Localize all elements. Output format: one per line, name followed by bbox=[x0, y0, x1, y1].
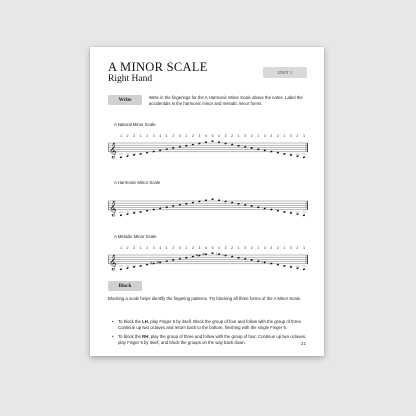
note-head bbox=[303, 268, 306, 270]
note-head bbox=[290, 266, 293, 268]
fingering-number: 2 bbox=[146, 134, 149, 138]
fingering-number: 1 bbox=[185, 246, 188, 250]
note-head bbox=[283, 265, 286, 267]
note-head bbox=[185, 203, 188, 205]
fingering-number: 1 bbox=[139, 134, 142, 138]
note-head bbox=[120, 268, 123, 270]
harmonic-minor-label: A Harmonic Minor Scale bbox=[114, 180, 161, 185]
note-head bbox=[231, 143, 234, 145]
note-head bbox=[198, 142, 201, 144]
fingering-number: 3 bbox=[178, 246, 181, 250]
note-head bbox=[165, 206, 168, 208]
accidental: ♮ bbox=[222, 253, 224, 258]
note-head bbox=[237, 203, 240, 205]
note-head bbox=[126, 267, 129, 269]
fingering-number: 2 bbox=[296, 134, 299, 138]
fingering-number: 1 bbox=[139, 246, 142, 250]
fingering-number: 2 bbox=[172, 134, 175, 138]
treble-clef-icon: 𝄞 bbox=[109, 201, 117, 217]
fingering-number: 3 bbox=[290, 134, 292, 138]
fingering-number: 2 bbox=[146, 246, 149, 250]
staff-lines bbox=[108, 143, 308, 152]
note-head bbox=[126, 155, 129, 157]
note-head bbox=[303, 156, 306, 158]
melodic-minor-label: A Melodic Minor Scale bbox=[114, 234, 157, 239]
hand-label: LH bbox=[142, 319, 148, 324]
fingering-number: 1 bbox=[165, 134, 168, 138]
note-head bbox=[270, 262, 273, 264]
note-head bbox=[192, 143, 195, 145]
note-head bbox=[231, 201, 234, 203]
treble-clef-icon: 𝄞 bbox=[109, 255, 117, 271]
fingering-number: 1 bbox=[283, 134, 286, 138]
fingering-number: 3 bbox=[244, 134, 247, 138]
fingering-number: 3 bbox=[178, 134, 181, 138]
bullet-text: To block the bbox=[118, 319, 143, 324]
fingering-number: 1 bbox=[237, 246, 240, 250]
note-head bbox=[244, 204, 247, 206]
fingering-number: 4 bbox=[159, 134, 162, 138]
note-head bbox=[211, 198, 214, 200]
note-head bbox=[231, 255, 234, 257]
note-head bbox=[257, 260, 260, 262]
block-intro: Blocking a scale helps identify the fingering patterns. Try blocking all three forms of the A Minor Scale. bbox=[108, 296, 302, 301]
natural-minor-staff bbox=[108, 131, 308, 165]
fingering-number: 2 bbox=[172, 246, 175, 250]
note-head bbox=[296, 267, 299, 269]
fingering-number: 3 bbox=[270, 246, 273, 250]
fingering-number: 2 bbox=[191, 246, 194, 250]
fingering-number: 3 bbox=[244, 246, 247, 250]
note-head bbox=[126, 213, 129, 215]
fingering-number: 3 bbox=[224, 246, 227, 250]
note-head bbox=[237, 145, 240, 147]
fingering-number: 4 bbox=[205, 134, 207, 138]
note-head bbox=[120, 214, 123, 216]
accidental: # bbox=[156, 260, 160, 265]
accidental: ♮ bbox=[261, 260, 264, 265]
note-head bbox=[139, 265, 142, 267]
note-head bbox=[290, 212, 293, 214]
block-rh-instruction bbox=[112, 334, 308, 346]
fingering-number: 2 bbox=[276, 246, 279, 250]
fingering-number: 1 bbox=[120, 246, 122, 250]
fingering-number: 4 bbox=[218, 246, 220, 250]
note-head bbox=[224, 142, 227, 144]
page-number: 21 bbox=[301, 341, 307, 346]
staff-lines bbox=[108, 255, 308, 264]
accidental: # bbox=[202, 252, 206, 257]
note-head bbox=[244, 146, 247, 148]
block-lh-instruction bbox=[112, 319, 308, 331]
note-head bbox=[283, 211, 286, 213]
fingering-number: 1 bbox=[257, 134, 260, 138]
fingering-number: 1 bbox=[283, 246, 286, 250]
fingering-number: 4 bbox=[263, 134, 266, 138]
fingering-number: 2 bbox=[231, 134, 234, 138]
note-head bbox=[133, 266, 136, 268]
accidental: ♮ bbox=[215, 252, 218, 257]
note-head bbox=[139, 153, 142, 155]
note-head bbox=[133, 154, 136, 156]
accidental: ♮ bbox=[268, 261, 270, 266]
fingering-number: 1 bbox=[303, 246, 305, 250]
note-head bbox=[185, 257, 188, 259]
note-head bbox=[178, 204, 181, 206]
note-head bbox=[296, 155, 299, 157]
note-head bbox=[192, 255, 195, 257]
bullet-text: , play the group of three and follow with the group of four. Continue up two octaves, play Finger 5 by itself, and block the groups on the way back down. bbox=[118, 333, 307, 345]
fingering-number: 3 bbox=[290, 246, 292, 250]
page-subtitle: Right Hand bbox=[108, 74, 153, 84]
melodic-minor-staff bbox=[108, 243, 308, 277]
note-head bbox=[165, 148, 168, 150]
fingering-number: 4 bbox=[205, 246, 207, 250]
note-head bbox=[257, 206, 260, 208]
note-head bbox=[244, 258, 247, 260]
fingering-number: 3 bbox=[198, 246, 201, 250]
fingering-number: 1 bbox=[120, 134, 122, 138]
note-head bbox=[303, 214, 306, 216]
fingering-number: 4 bbox=[159, 246, 162, 250]
note-head bbox=[133, 212, 136, 214]
note-head bbox=[283, 153, 286, 155]
page-title: A MINOR SCALE bbox=[108, 60, 208, 74]
fingering-number: 5 bbox=[211, 134, 214, 138]
fingering-number: 1 bbox=[165, 246, 168, 250]
note-head bbox=[270, 208, 273, 210]
note-head bbox=[296, 213, 299, 215]
fingering-number: 2 bbox=[250, 246, 253, 250]
fingering-number: 3 bbox=[133, 246, 135, 250]
note-head bbox=[152, 208, 155, 210]
note-head bbox=[211, 252, 214, 254]
note-head bbox=[270, 150, 273, 152]
staff-lines bbox=[108, 201, 308, 210]
note-head bbox=[224, 200, 227, 202]
workbook-page bbox=[90, 47, 324, 356]
note-head bbox=[120, 156, 123, 158]
note-head bbox=[257, 148, 260, 150]
note-head bbox=[237, 257, 240, 259]
accidental: # bbox=[149, 261, 153, 266]
fingering-number: 2 bbox=[126, 246, 129, 250]
note-head bbox=[139, 211, 142, 213]
fingering-number: 3 bbox=[198, 134, 201, 138]
note-head bbox=[178, 258, 181, 260]
note-head bbox=[224, 254, 227, 256]
note-head bbox=[152, 150, 155, 152]
bullet-text: , play Finger 5 by itself. Block the group of four and follow with the group of three. Continue up two octaves and return back to the bottom, finishing with the single Finger 5. bbox=[118, 319, 303, 331]
note-head bbox=[178, 146, 181, 148]
fingering-number: 4 bbox=[218, 134, 220, 138]
note-head bbox=[290, 154, 293, 156]
fingering-number: 2 bbox=[126, 134, 129, 138]
note-head bbox=[185, 145, 188, 147]
fingering-number: 3 bbox=[152, 246, 155, 250]
fingering-number: 1 bbox=[237, 134, 240, 138]
fingering-number: 1 bbox=[257, 246, 260, 250]
unit-badge: UNIT 1 bbox=[263, 67, 307, 78]
note-head bbox=[165, 260, 168, 262]
fingering-number: 3 bbox=[133, 134, 135, 138]
fingering-number: 2 bbox=[276, 134, 279, 138]
fingering-number: 1 bbox=[303, 134, 305, 138]
write-instructions: Write in the fingerings for the A Harmonic Minor Scale above the notes. Label the accidentals in the harmonic minor and melodic minor forms. bbox=[149, 95, 303, 107]
natural-minor-label: A Natural Minor Scale bbox=[114, 122, 156, 127]
fingering-number: 5 bbox=[211, 246, 214, 250]
note-head bbox=[211, 140, 214, 142]
note-head bbox=[192, 201, 195, 203]
fingering-number: 4 bbox=[263, 246, 266, 250]
fingering-number: 2 bbox=[296, 246, 299, 250]
block-instructions-list bbox=[112, 319, 308, 348]
hand-label: RH bbox=[142, 333, 149, 339]
fingering-number: 2 bbox=[250, 134, 253, 138]
treble-clef-icon: 𝄞 bbox=[109, 143, 117, 159]
fingering-number: 3 bbox=[270, 134, 273, 138]
fingering-number: 2 bbox=[191, 134, 194, 138]
bullet-text: To block the bbox=[118, 333, 143, 339]
fingering-number: 3 bbox=[152, 134, 155, 138]
block-section-tag: Block bbox=[108, 281, 142, 291]
write-section-tag: Write bbox=[108, 95, 142, 105]
fingering-number: 3 bbox=[224, 134, 227, 138]
harmonic-minor-staff bbox=[108, 189, 308, 223]
note-head bbox=[198, 200, 201, 202]
fingering-number: 2 bbox=[231, 246, 234, 250]
accidental: # bbox=[195, 253, 199, 258]
fingering-number: 1 bbox=[185, 134, 188, 138]
